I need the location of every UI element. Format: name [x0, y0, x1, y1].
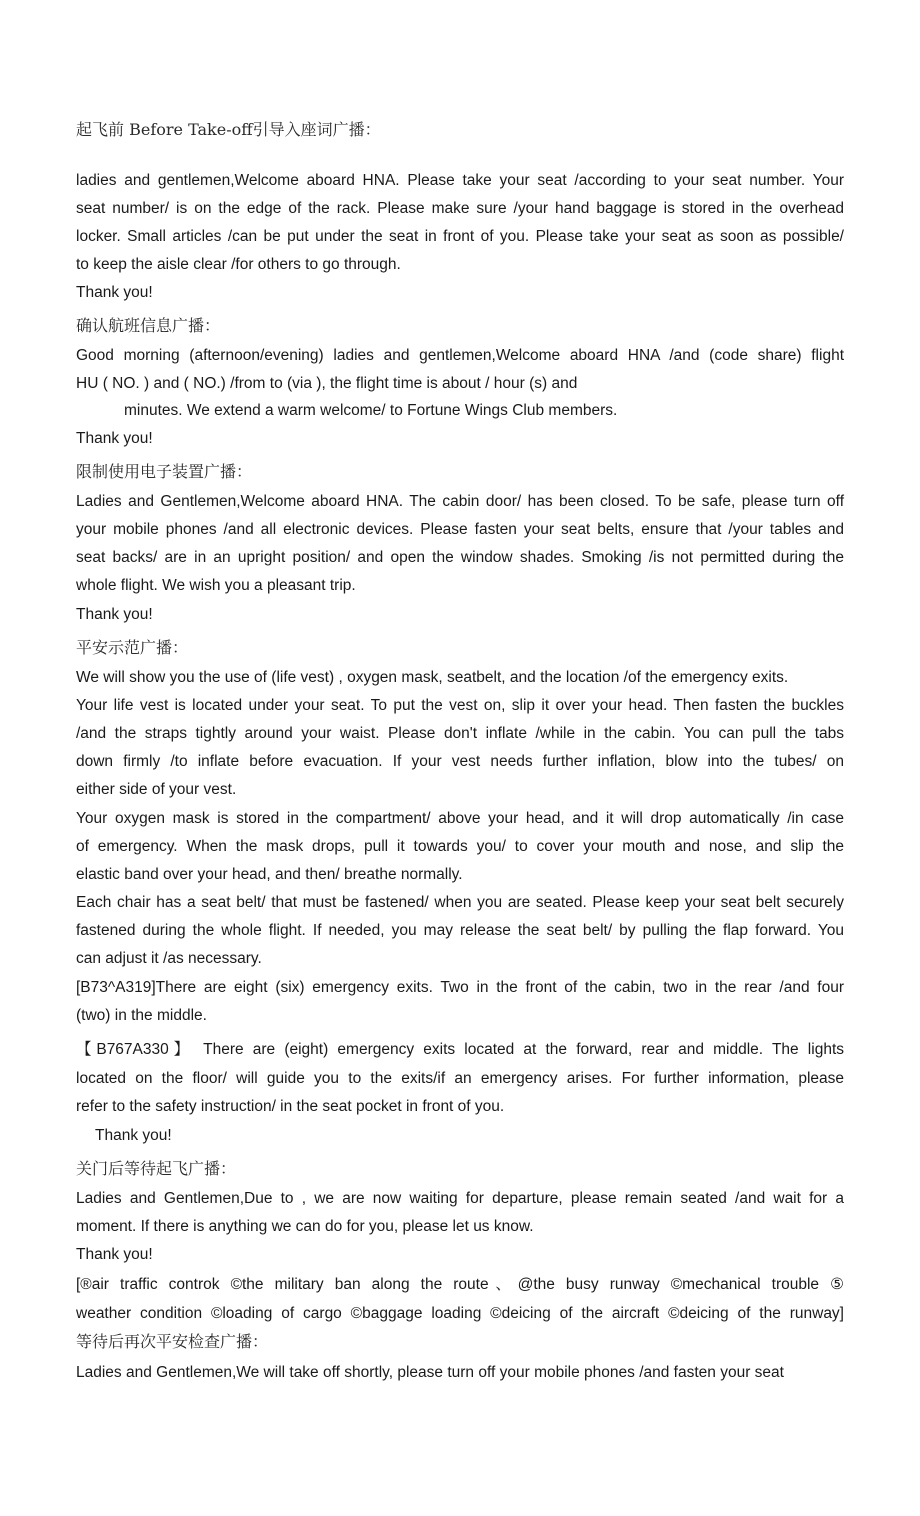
text-line: Ladies and Gentlemen,We will take off shortly, please turn off your mobile phones /and fasten your seat [76, 1364, 784, 1381]
text-line: 【B767A330】 There are (eight) emergency exits located at the forward, rear and middle. The lights [76, 1041, 844, 1058]
heading-confirm-flight: 确认航班信息广播： [76, 316, 221, 335]
text-line: We will show you the use of (life vest) , oxygen mask, seatbelt, and the location /of the emergency exits. [76, 669, 789, 686]
text-line: either side of your vest. [76, 781, 237, 798]
text-line: down firmly /to inflate before evacuation. If your vest needs further inflation, blow into the tubes/ on [76, 753, 844, 770]
text-line: Ladies and Gentlemen,Due to , we are now waiting for departure, please remain seated /and wait for a [76, 1190, 844, 1207]
text-line: HU ( NO. ) and ( NO.) /from to (via ), the flight time is about / hour (s) and [76, 375, 578, 392]
text-line: your mobile phones /and all electronic devices. Please fasten your seat belts, ensure that /your tables and [76, 521, 844, 538]
text-line: Your oxygen mask is stored in the compartment/ above your head, and it will drop automatically /in case [76, 810, 844, 827]
text-line: seat number/ is on the edge of the rack. Please make sure /your hand baggage is stored in the overhead [76, 200, 844, 217]
text-line: Ladies and Gentlemen,Welcome aboard HNA. The cabin door/ has been closed. To be safe, please turn off [76, 493, 844, 510]
text-line: (two) in the middle. [76, 1007, 207, 1024]
heading-electronics: 限制使用电子装置广播： [76, 462, 253, 481]
text-line: located on the floor/ will guide you to the exits/if an emergency arises. For further information, please [76, 1070, 844, 1087]
heading-safety-demo: 平安示范广播： [76, 638, 189, 657]
thank-you-text: Thank you! [76, 1246, 153, 1263]
text-line: [®air traffic controk ©the military ban along the route、@the busy runway ©mechanical trouble ⑤ [76, 1276, 844, 1293]
text-line: refer to the safety instruction/ in the seat pocket in front of you. [76, 1098, 505, 1115]
heading-recheck: 等待后再次平安检查广播： [76, 1332, 269, 1351]
text-line: Good morning (afternoon/evening) ladies and gentlemen,Welcome aboard HNA /and (code share) flight [76, 347, 844, 364]
text-line: seat backs/ are in an upright position/ and open the window shades. Smoking /is not permitted during the [76, 549, 844, 566]
thank-you-text: Thank you! [76, 606, 153, 623]
text-line: ladies and gentlemen,Welcome aboard HNA. Please take your seat /according to your seat number. Your [76, 172, 844, 189]
text-line: of emergency. When the mask drops, pull it towards you/ to cover your mouth and nose, and slip the [76, 838, 844, 855]
heading-before-takeoff: 起飞前 Before Take-off引导入座词广播： [76, 120, 381, 139]
text-line: can adjust it /as necessary. [76, 950, 262, 967]
thank-you-text: Thank you! [76, 284, 153, 301]
text-line: whole flight. We wish you a pleasant trip. [76, 577, 356, 594]
heading-waiting: 关门后等待起飞广播： [76, 1159, 237, 1178]
text-line: Your life vest is located under your seat. To put the vest on, slip it over your head. Then fasten the buckles [76, 697, 844, 714]
text-line: weather condition ©loading of cargo ©baggage loading ©deicing of the aircraft ©deicing of the runway] [76, 1305, 844, 1322]
text-line: locker. Small articles /can be put under the seat in front of you. Please take your seat as soon as possible/ [76, 228, 844, 245]
text-line: [B73^A319]There are eight (six) emergency exits. Two in the front of the cabin, two in the rear /and four [76, 979, 844, 996]
text-line: elastic band over your head, and then/ breathe normally. [76, 866, 463, 883]
text-line: /and the straps tightly around your waist. Please don't inflate /while in the cabin. You can pull the tabs [76, 725, 844, 742]
text-line: fastened during the whole flight. If needed, you may release the seat belt/ by pulling the flap forward. You [76, 922, 844, 939]
thank-you-text: Thank you! [76, 430, 153, 447]
text-line: to keep the aisle clear /for others to go through. [76, 256, 401, 273]
text-line: Each chair has a seat belt/ that must be fastened/ when you are seated. Please keep your seat belt securely [76, 894, 844, 911]
thank-you-text: Thank you! [95, 1127, 172, 1144]
text-line: minutes. We extend a warm welcome/ to Fortune Wings Club members. [124, 402, 618, 419]
text-line: moment. If there is anything we can do for you, please let us know. [76, 1218, 534, 1235]
